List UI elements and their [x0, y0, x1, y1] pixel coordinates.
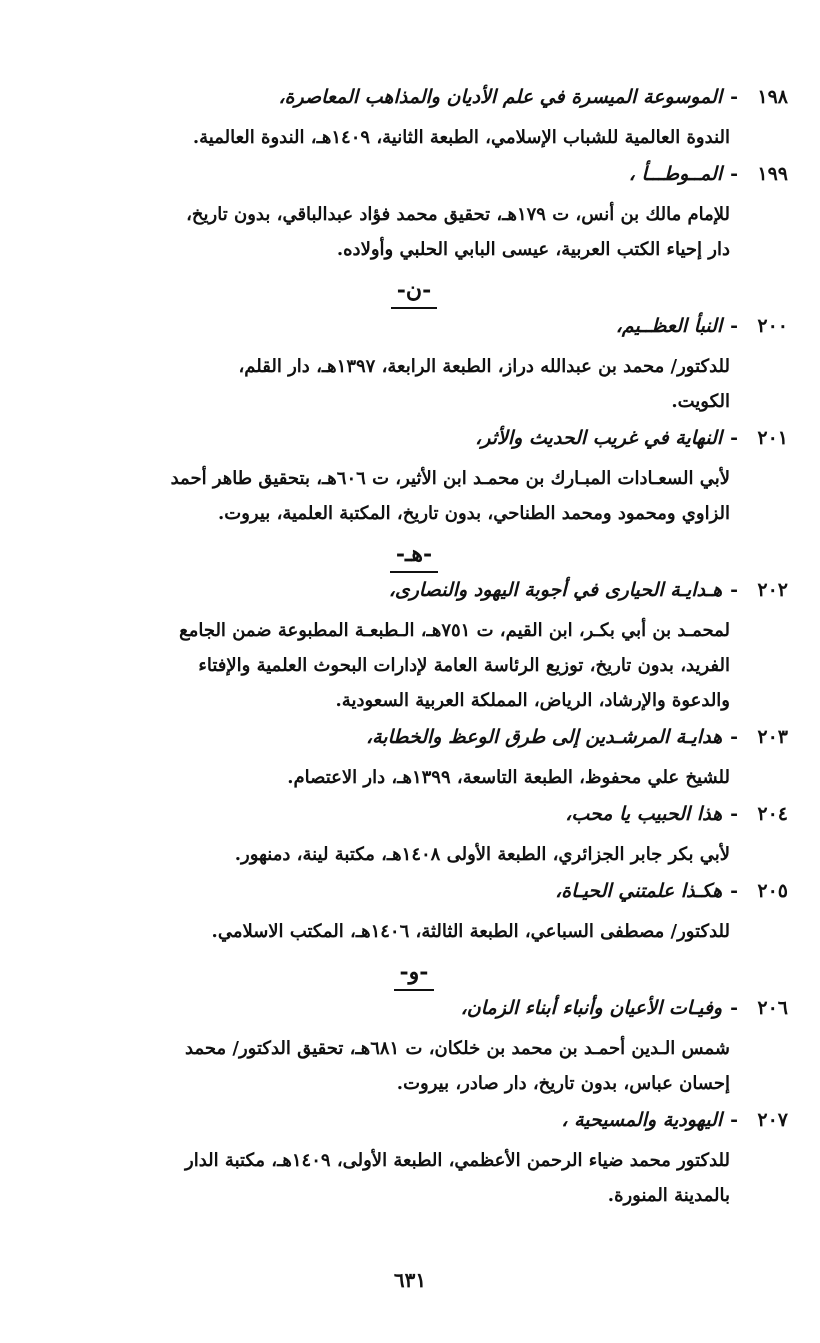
bibliography-entry-207: ٢٠٧ - اليهودية والمسيحية ، للدكتور محمد ضياء الرحمن الأعظمي، الطبعة الأولى، ١٤٠٩هـ، مكتبة الدار بالمدينة المنورة. [40, 1109, 788, 1213]
entry-line: الزاوي ومحمود ومحمد الطناحي، بدون تاريخ، المكتبة العلمية، بيروت. [218, 503, 730, 524]
entry-line: شمس الـدين أحمـد بن محمد بن خلكان، ت ٦٨١هـ، تحقيق الدكتور/ محمد [185, 1038, 730, 1059]
entry-title: هكـذا علمتني الحيـاة، [555, 880, 723, 902]
bibliography-page [40, 86, 788, 1221]
entry-number: ١٩٨ [757, 86, 788, 108]
section-letter-ha: -هـ- [40, 539, 788, 573]
entry-line: للشيخ علي محفوظ، الطبعة التاسعة، ١٣٩٩هـ، دار الاعتصام. [287, 767, 730, 788]
entry-title: هـدايـة الحيارى في أجوبة اليهود والنصارى، [388, 579, 723, 601]
entry-number: ٢٠١ [757, 427, 788, 449]
entry-title: الموسوعة الميسرة في علم الأديان والمذاهب المعاصرة، [278, 86, 723, 108]
entry-line: الكويت. [671, 391, 730, 412]
entry-title: هذا الحبيب يا محب، [565, 803, 723, 825]
entry-line: لأبي بكر جابر الجزائري، الطبعة الأولى ١٤٠٨هـ، مكتبة لينة، دمنهور. [234, 844, 730, 865]
entry-title: وفيـات الأعيان وأنباء أبناء الزمان، [460, 997, 723, 1019]
entry-line: للدكتور/ مصطفى السباعي، الطبعة الثالثة، ١٤٠٦هـ، المكتب الاسلامي. [211, 921, 730, 942]
entry-line: للإمام مالك بن أنس، ت ١٧٩هـ، تحقيق محمد فؤاد عبدالباقي، بدون تاريخ، [186, 204, 730, 225]
bibliography-entry-205: ٢٠٥ - هكـذا علمتني الحيـاة، للدكتور/ مصطفى السباعي، الطبعة الثالثة، ١٤٠٦هـ، المكتب الاسلامي. [40, 880, 788, 949]
bibliography-entry-203: ٢٠٣ - هدايـة المرشـدين إلى طرق الوعظ والخطابة، للشيخ علي محفوظ، الطبعة التاسعة، ١٣٩٩هـ، دار الاعتصام. [40, 726, 788, 795]
bibliography-entry-200: ٢٠٠ - النبأ العظــيم، للدكتور/ محمد بن عبدالله دراز، الطبعة الرابعة، ١٣٩٧هـ، دار القلم، الكويت. [40, 315, 788, 419]
bibliography-entry-206: ٢٠٦ - وفيـات الأعيان وأنباء أبناء الزمان، شمس الـدين أحمـد بن محمد بن خلكان، ت ٦٨١هـ، تحقيق الدكتور/ محمد إحسان عباس، بدون تاريخ، دار صادر، بيروت. [40, 997, 788, 1101]
entry-line: الندوة العالمية للشباب الإسلامي، الطبعة الثانية، ١٤٠٩هـ، الندوة العالمية. [192, 127, 730, 148]
entry-line: لأبي السعـادات المبـارك بن محمـد ابن الأثير، ت ٦٠٦هـ، بتحقيق طاهر أحمد [170, 468, 730, 489]
entry-number: ٢٠٦ [757, 997, 788, 1019]
entry-line: إحسان عباس، بدون تاريخ، دار صادر، بيروت. [396, 1073, 730, 1094]
page-number: ٦٣١ [393, 1268, 427, 1292]
entry-line: للدكتور محمد ضياء الرحمن الأعظمي، الطبعة الأولى، ١٤٠٩هـ، مكتبة الدار [185, 1150, 730, 1171]
entry-line: للدكتور/ محمد بن عبدالله دراز، الطبعة الرابعة، ١٣٩٧هـ، دار القلم، [238, 356, 730, 377]
entry-title: النهاية في غريب الحديث والأثر، [475, 427, 723, 449]
entry-number: ٢٠٢ [757, 579, 788, 601]
entry-number: ٢٠٥ [757, 880, 788, 902]
entry-title: هدايـة المرشـدين إلى طرق الوعظ والخطابة، [365, 726, 723, 748]
entry-line: بالمدينة المنورة. [607, 1185, 730, 1206]
bibliography-entry-199: ١٩٩ - المــوطـــأ ، للإمام مالك بن أنس، ت ١٧٩هـ، تحقيق محمد فؤاد عبدالباقي، بدون تاريخ، دار إحياء الكتب العربية، عيسى البابي الحلبي وأولاده. [40, 163, 788, 267]
entry-title: المــوطـــأ ، [628, 163, 723, 185]
entry-number: ٢٠٠ [757, 315, 788, 337]
bibliography-entry-201: ٢٠١ - النهاية في غريب الحديث والأثر، لأبي السعـادات المبـارك بن محمـد ابن الأثير، ت ٦٠٦هـ، بتحقيق طاهر أحمد الزاوي ومحمود ومحمد الطناحي، بدون تاريخ، المكتبة العلمية، بيروت. [40, 427, 788, 531]
bibliography-entry-202: ٢٠٢ - هـدايـة الحيارى في أجوبة اليهود والنصارى، لمحمـد بن أبي بكـر، ابن القيم، ت ٧٥١هـ، الـطبعـة المطبوعة ضمن الجامع الفريد، بدون تاريخ، توزيع الرئاسة العامة لإدارات البحوث العلمية والإفتاء والدعوة والإرشاد، الرياض، المملكة العربية السعودية. [40, 579, 788, 718]
bibliography-entry-204: ٢٠٤ - هذا الحبيب يا محب، لأبي بكر جابر الجزائري، الطبعة الأولى ١٤٠٨هـ، مكتبة لينة، دمنهور. [40, 803, 788, 872]
entry-number: ٢٠٧ [757, 1109, 788, 1131]
entry-line: دار إحياء الكتب العربية، عيسى البابي الحلبي وأولاده. [336, 239, 730, 260]
entry-title: اليهودية والمسيحية ، [561, 1109, 723, 1131]
bibliography-entry-198: ١٩٨ - الموسوعة الميسرة في علم الأديان والمذاهب المعاصرة، الندوة العالمية للشباب الإسلامي، الطبعة الثانية، ١٤٠٩هـ، الندوة العالمية. [40, 86, 788, 155]
entry-title: النبأ العظــيم، [615, 315, 723, 337]
entry-number: ٢٠٤ [757, 803, 788, 825]
entry-line: الفريد، بدون تاريخ، توزيع الرئاسة العامة لإدارات البحوث العلمية والإفتاء [198, 655, 730, 676]
entry-line: والدعوة والإرشاد، الرياض، المملكة العربية السعودية. [335, 690, 730, 711]
entry-line: لمحمـد بن أبي بكـر، ابن القيم، ت ٧٥١هـ، الـطبعـة المطبوعة ضمن الجامع [179, 620, 730, 641]
section-letter-nun: -ن- [40, 275, 788, 309]
section-letter-waw: -و- [40, 957, 788, 991]
entry-number: ٢٠٣ [757, 726, 788, 748]
entry-number: ١٩٩ [757, 163, 788, 185]
